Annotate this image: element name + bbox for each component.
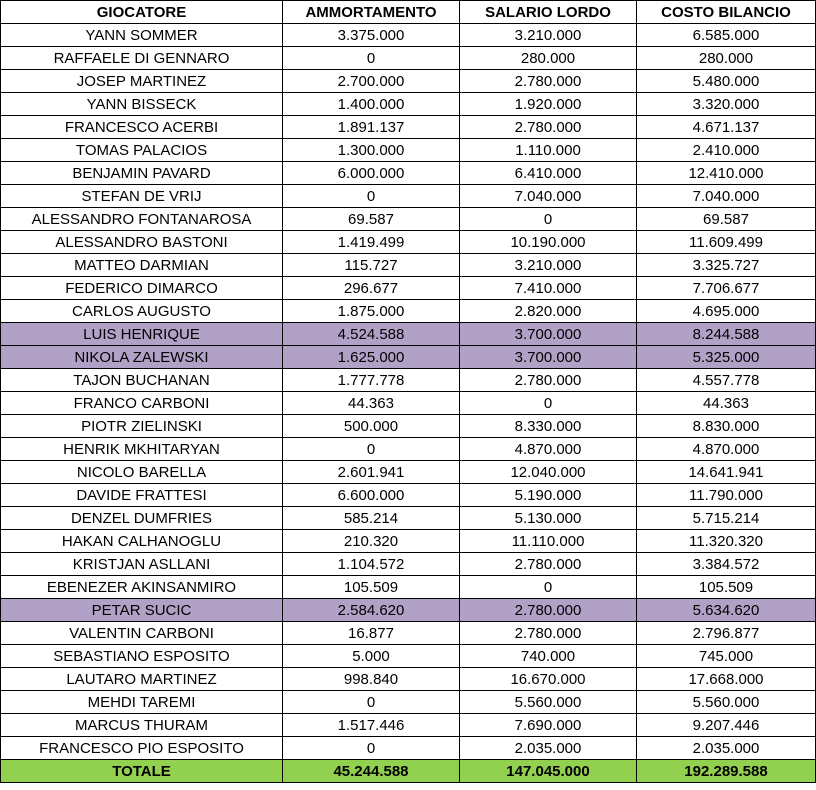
player-name-cell: MATTEO DARMIAN [1,254,283,277]
table-row [1,553,816,576]
ammortamento-cell: 1.104.572 [283,553,460,576]
table-row [1,714,816,737]
table-row [1,139,816,162]
player-name-cell: TAJON BUCHANAN [1,369,283,392]
table-row [1,185,816,208]
salario-lordo-cell: 16.670.000 [460,668,637,691]
costo-bilancio-cell: 2.796.877 [637,622,816,645]
player-name-cell: HENRIK MKHITARYAN [1,438,283,461]
ammortamento-cell: 2.584.620 [283,599,460,622]
table-row [1,24,816,47]
costo-bilancio-cell: 5.480.000 [637,70,816,93]
salario-lordo-cell: 5.130.000 [460,507,637,530]
ammortamento-cell: 1.625.000 [283,346,460,369]
costo-bilancio-cell: 6.585.000 [637,24,816,47]
costo-bilancio-cell: 2.035.000 [637,737,816,760]
costo-bilancio-cell: 280.000 [637,47,816,70]
player-name-cell: FEDERICO DIMARCO [1,277,283,300]
costo-bilancio-cell: 3.384.572 [637,553,816,576]
table-row [1,576,816,599]
table-row [1,645,816,668]
player-name-cell: DENZEL DUMFRIES [1,507,283,530]
table-row [1,70,816,93]
costo-bilancio-cell: 11.320.320 [637,530,816,553]
ammortamento-cell: 296.677 [283,277,460,300]
table-row [1,691,816,714]
ammortamento-cell: 0 [283,737,460,760]
costo-bilancio-cell: 5.325.000 [637,346,816,369]
salario-lordo-cell: 5.560.000 [460,691,637,714]
ammortamento-cell: 1.400.000 [283,93,460,116]
costo-bilancio-cell: 7.040.000 [637,185,816,208]
player-name-cell: HAKAN CALHANOGLU [1,530,283,553]
salario-lordo-cell: 2.780.000 [460,622,637,645]
player-name-cell: STEFAN DE VRIJ [1,185,283,208]
table-row [1,438,816,461]
player-name-cell: NICOLO BARELLA [1,461,283,484]
ammortamento-cell: 1.891.137 [283,116,460,139]
costo-bilancio-cell: 745.000 [637,645,816,668]
ammortamento-cell: 585.214 [283,507,460,530]
player-name-cell: RAFFAELE DI GENNARO [1,47,283,70]
header-costo-bilancio: COSTO BILANCIO [637,1,816,24]
player-name-cell: PIOTR ZIELINSKI [1,415,283,438]
table-row [1,254,816,277]
table-row [1,622,816,645]
costo-bilancio-cell: 8.244.588 [637,323,816,346]
costo-bilancio-cell: 2.410.000 [637,139,816,162]
salario-lordo-cell: 2.780.000 [460,369,637,392]
salario-lordo-cell: 2.035.000 [460,737,637,760]
costo-bilancio-cell: 11.609.499 [637,231,816,254]
player-name-cell: KRISTJAN ASLLANI [1,553,283,576]
player-name-cell: BENJAMIN PAVARD [1,162,283,185]
salario-lordo-cell: 1.110.000 [460,139,637,162]
salario-lordo-cell: 3.210.000 [460,24,637,47]
salario-lordo-cell: 3.700.000 [460,323,637,346]
salario-lordo-cell: 3.700.000 [460,346,637,369]
costo-bilancio-cell: 8.830.000 [637,415,816,438]
header-ammortamento: AMMORTAMENTO [283,1,460,24]
table-row [1,461,816,484]
salario-lordo-cell: 0 [460,392,637,415]
salario-lordo-cell: 7.040.000 [460,185,637,208]
table-row [1,277,816,300]
costo-bilancio-cell: 44.363 [637,392,816,415]
header-salario-lordo: SALARIO LORDO [460,1,637,24]
total-label: TOTALE [1,760,283,783]
player-name-cell: TOMAS PALACIOS [1,139,283,162]
ammortamento-cell: 6.000.000 [283,162,460,185]
costo-bilancio-cell: 3.325.727 [637,254,816,277]
player-name-cell: FRANCO CARBONI [1,392,283,415]
costo-bilancio-cell: 3.320.000 [637,93,816,116]
costo-bilancio-cell: 4.671.137 [637,116,816,139]
header-row [1,1,816,24]
salario-lordo-cell: 2.780.000 [460,70,637,93]
table-row [1,737,816,760]
player-name-cell: PETAR SUCIC [1,599,283,622]
ammortamento-cell: 4.524.588 [283,323,460,346]
costo-bilancio-cell: 14.641.941 [637,461,816,484]
total-ammortamento: 45.244.588 [283,760,460,783]
costo-bilancio-cell: 5.560.000 [637,691,816,714]
salario-lordo-cell: 2.780.000 [460,116,637,139]
table-row [1,668,816,691]
salario-lordo-cell: 4.870.000 [460,438,637,461]
ammortamento-cell: 6.600.000 [283,484,460,507]
table-row [1,162,816,185]
salario-lordo-cell: 2.820.000 [460,300,637,323]
salario-lordo-cell: 8.330.000 [460,415,637,438]
player-name-cell: LUIS HENRIQUE [1,323,283,346]
player-name-cell: MARCUS THURAM [1,714,283,737]
table-row [1,484,816,507]
ammortamento-cell: 998.840 [283,668,460,691]
costo-bilancio-cell: 12.410.000 [637,162,816,185]
ammortamento-cell: 2.601.941 [283,461,460,484]
costo-bilancio-cell: 69.587 [637,208,816,231]
costo-bilancio-cell: 4.870.000 [637,438,816,461]
salario-lordo-cell: 6.410.000 [460,162,637,185]
player-name-cell: DAVIDE FRATTESI [1,484,283,507]
ammortamento-cell: 1.875.000 [283,300,460,323]
salario-lordo-cell: 3.210.000 [460,254,637,277]
ammortamento-cell: 5.000 [283,645,460,668]
table-row [1,392,816,415]
ammortamento-cell: 0 [283,185,460,208]
player-name-cell: ALESSANDRO FONTANAROSA [1,208,283,231]
costo-bilancio-cell: 4.557.778 [637,369,816,392]
costo-bilancio-cell: 5.634.620 [637,599,816,622]
player-name-cell: JOSEP MARTINEZ [1,70,283,93]
total-row [1,760,816,783]
table-row [1,116,816,139]
costo-bilancio-cell: 17.668.000 [637,668,816,691]
ammortamento-cell: 500.000 [283,415,460,438]
player-name-cell: YANN BISSECK [1,93,283,116]
salario-lordo-cell: 12.040.000 [460,461,637,484]
table-row [1,93,816,116]
table-row [1,507,816,530]
player-name-cell: NIKOLA ZALEWSKI [1,346,283,369]
salario-lordo-cell: 10.190.000 [460,231,637,254]
costo-bilancio-cell: 11.790.000 [637,484,816,507]
player-name-cell: CARLOS AUGUSTO [1,300,283,323]
player-name-cell: LAUTARO MARTINEZ [1,668,283,691]
player-name-cell: YANN SOMMER [1,24,283,47]
ammortamento-cell: 16.877 [283,622,460,645]
costo-bilancio-cell: 4.695.000 [637,300,816,323]
salario-lordo-cell: 0 [460,208,637,231]
ammortamento-cell: 1.300.000 [283,139,460,162]
player-name-cell: VALENTIN CARBONI [1,622,283,645]
ammortamento-cell: 3.375.000 [283,24,460,47]
salario-lordo-cell: 740.000 [460,645,637,668]
salario-lordo-cell: 1.920.000 [460,93,637,116]
total-salario-lordo: 147.045.000 [460,760,637,783]
salario-lordo-cell: 7.690.000 [460,714,637,737]
table-row [1,47,816,70]
table-row [1,346,816,369]
player-name-cell: MEHDI TAREMI [1,691,283,714]
player-name-cell: EBENEZER AKINSANMIRO [1,576,283,599]
table-row [1,300,816,323]
costo-bilancio-cell: 7.706.677 [637,277,816,300]
ammortamento-cell: 0 [283,438,460,461]
ammortamento-cell: 115.727 [283,254,460,277]
ammortamento-cell: 1.777.778 [283,369,460,392]
ammortamento-cell: 1.419.499 [283,231,460,254]
salario-lordo-cell: 7.410.000 [460,277,637,300]
ammortamento-cell: 105.509 [283,576,460,599]
salario-lordo-cell: 0 [460,576,637,599]
player-name-cell: FRANCESCO ACERBI [1,116,283,139]
ammortamento-cell: 44.363 [283,392,460,415]
ammortamento-cell: 69.587 [283,208,460,231]
costo-bilancio-cell: 5.715.214 [637,507,816,530]
total-costo-bilancio: 192.289.588 [637,760,816,783]
table-row [1,323,816,346]
ammortamento-cell: 0 [283,47,460,70]
ammortamento-cell: 210.320 [283,530,460,553]
table-row [1,208,816,231]
salario-lordo-cell: 5.190.000 [460,484,637,507]
player-name-cell: ALESSANDRO BASTONI [1,231,283,254]
salario-lordo-cell: 11.110.000 [460,530,637,553]
ammortamento-cell: 1.517.446 [283,714,460,737]
ammortamento-cell: 2.700.000 [283,70,460,93]
table-row [1,415,816,438]
player-name-cell: FRANCESCO PIO ESPOSITO [1,737,283,760]
costo-bilancio-cell: 105.509 [637,576,816,599]
salario-lordo-cell: 280.000 [460,47,637,70]
player-name-cell: SEBASTIANO ESPOSITO [1,645,283,668]
costo-bilancio-cell: 9.207.446 [637,714,816,737]
table-row [1,231,816,254]
salario-lordo-cell: 2.780.000 [460,553,637,576]
table-row [1,369,816,392]
table-body [1,24,816,760]
header-giocatore: GIOCATORE [1,1,283,24]
ammortamento-cell: 0 [283,691,460,714]
salario-lordo-cell: 2.780.000 [460,599,637,622]
table-row [1,530,816,553]
table-row [1,599,816,622]
